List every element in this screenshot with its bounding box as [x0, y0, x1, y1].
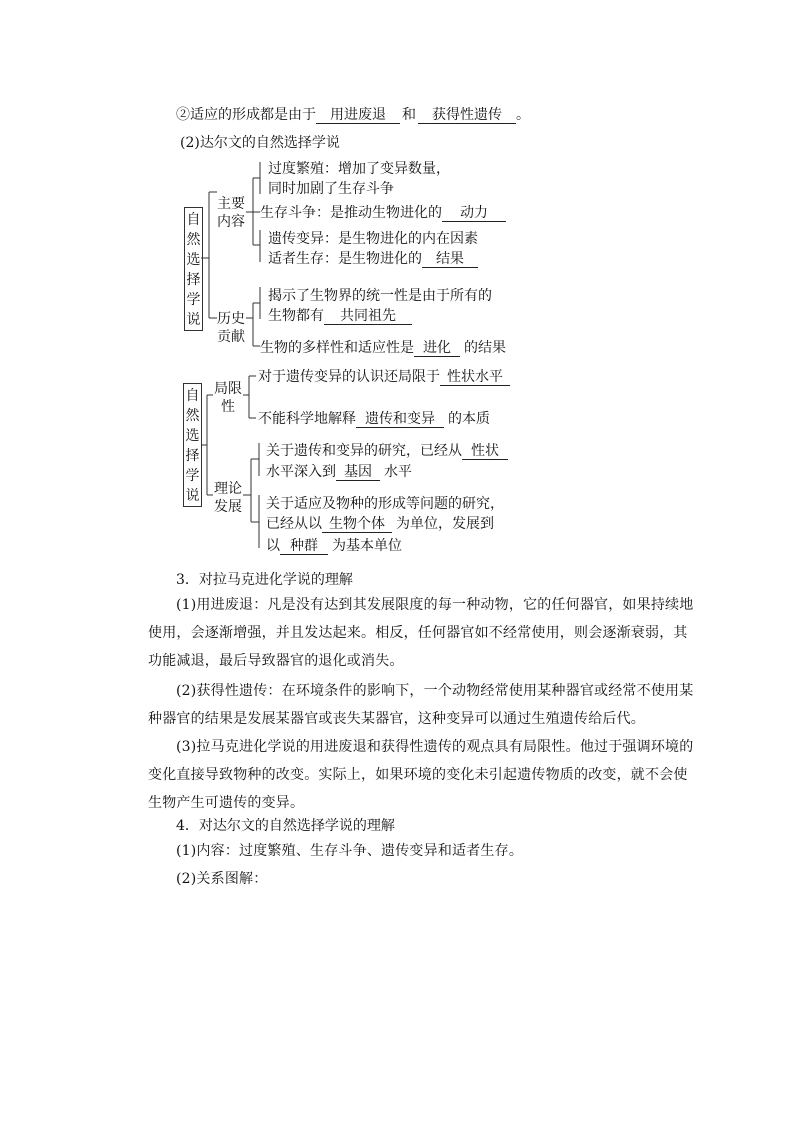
answer-blank: 种群	[280, 539, 328, 555]
section3-para1-line3: 功能减退，最后导致器官的退化或消失。	[148, 653, 404, 669]
section4-diagram-label: (2)关系图解：	[176, 871, 268, 887]
answer-blank: 共同祖先	[324, 309, 412, 325]
diversity-line: 生物的多样性和适应性是 进化 的结果	[260, 340, 506, 356]
theory1-line1: 关于遗传和变异的研究，已经从 性状	[266, 443, 508, 460]
answer-blank: 性状	[462, 444, 508, 460]
variation-line: 遗传变异：是生物进化的内在因素	[268, 231, 478, 247]
answer-blank: 进化	[414, 341, 460, 357]
section3-para1-line2: 使用，会逐渐增强，并且发达起来。相反，任何器官如不经常使用，则会逐渐衰弱，其	[148, 625, 688, 641]
overproduction-line2: 同时加剧了生存斗争	[268, 181, 394, 197]
natural-selection-box: 自 然 选 择 学 说	[184, 207, 203, 331]
adaptation-sentence: ②适应的形成都是由于 用进废退 和 获得性遗传 。	[176, 107, 530, 123]
unity-line1: 揭示了生物界的统一性是由于所有的	[268, 288, 492, 304]
section3-para3-line2: 变化直接导致物种的改变。实际上，如果环境的变化未引起遗传物质的改变，就不会使	[148, 767, 688, 783]
theory-development-label: 理论 发展	[214, 481, 242, 515]
answer-blank: 动力	[442, 206, 506, 222]
section3-para2-line1: (2)获得性遗传：在环境条件的影响下，一个动物经常使用某种器官或经常不使用某	[176, 683, 694, 699]
theory1-line2: 水平深入到 基因 水平	[266, 464, 412, 480]
limitation-line1: 对于遗传变异的认识还局限于 性状水平	[258, 369, 510, 386]
limitation-label: 局限 性	[214, 381, 242, 415]
section3-heading: 3．对拉马克进化学说的理解	[176, 572, 353, 588]
theory2-line3: 以 种群 为基本单位	[266, 538, 402, 554]
main-content-label: 主要 内容	[217, 196, 245, 230]
section3-para3-line1: (3)拉马克进化学说的用进废退和获得性遗传的观点具有局限性。他过于强调环境的	[176, 739, 694, 755]
overproduction-line1: 过度繁殖：增加了变异数量，	[268, 161, 450, 177]
theory2-line1: 关于适应及物种的形成等问题的研究，	[266, 496, 504, 512]
theory2-line2: 已经从以 生物个体 为单位，发展到	[266, 516, 494, 532]
answer-blank: 生物个体	[322, 517, 392, 533]
answer-blank: 获得性遗传	[418, 108, 516, 124]
answer-blank: 遗传和变异	[356, 412, 444, 428]
section3-para1-line1: (1)用进废退：凡是没有达到其发展限度的每一种动物，它的任何器官，如果持续地	[176, 597, 694, 613]
section3-para3-line3: 生物产生可遗传的变异。	[148, 795, 305, 811]
limitation-line2: 不能科学地解释 遗传和变异 的本质	[258, 411, 490, 427]
answer-blank: 结果	[422, 252, 478, 268]
survival-line: 适者生存：是生物进化的 结果	[268, 251, 478, 268]
natural-selection-box-2: 自 然 选 择 学 说	[183, 383, 202, 507]
answer-blank: 用进废退	[316, 108, 400, 124]
section4-heading: 4．对达尔文的自然选择学说的理解	[176, 818, 395, 834]
darwin-heading: (2)达尔文的自然选择学说	[180, 135, 340, 151]
answer-blank: 性状水平	[440, 370, 510, 386]
answer-blank: 基因	[336, 465, 380, 481]
section4-content: (1)内容：过度繁殖、生存斗争、遗传变异和适者生存。	[176, 843, 524, 859]
section3-para2-line2: 种器官的结果是发展某器官或丧失某器官，这种变异可以通过生殖遗传给后代。	[148, 711, 645, 727]
historical-contribution-label: 历史 贡献	[217, 311, 245, 345]
struggle-line: 生存斗争：是推动生物进化的 动力	[260, 205, 506, 222]
unity-line2: 生物都有 共同祖先	[268, 308, 412, 325]
